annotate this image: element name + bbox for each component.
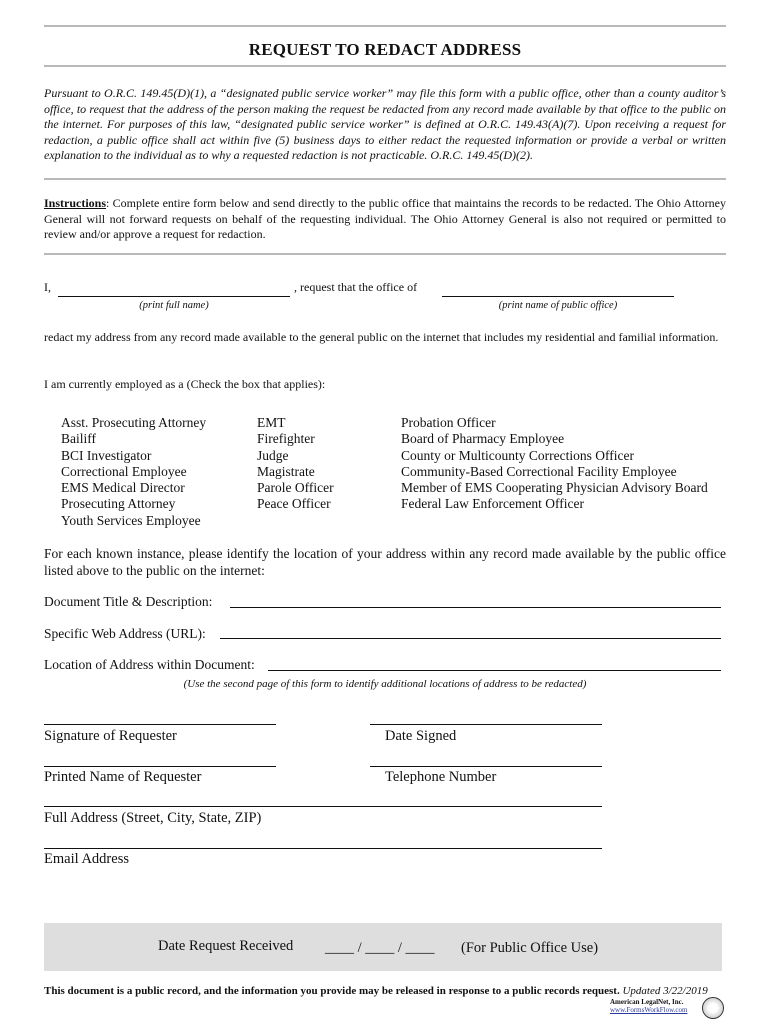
occupation-option[interactable]: Firefighter bbox=[257, 431, 315, 447]
occupation-option[interactable]: Community-Based Correctional Facility Employee bbox=[401, 463, 677, 479]
date-signed-field[interactable] bbox=[370, 724, 602, 725]
brand-name: American LegalNet, Inc. bbox=[610, 998, 684, 1006]
occupation-option[interactable]: Parole Officer bbox=[257, 480, 334, 496]
occupation-option[interactable]: Federal Law Enforcement Officer bbox=[401, 496, 585, 512]
full-address-label: Full Address (Street, City, State, ZIP) bbox=[44, 810, 262, 826]
request-middle: , request that the office of bbox=[294, 280, 418, 294]
doc-title-label: Document Title & Description: bbox=[44, 594, 213, 609]
intro-rule bbox=[44, 178, 726, 180]
web-address-field[interactable] bbox=[220, 638, 721, 639]
web-address-label: Specific Web Address (URL): bbox=[44, 626, 206, 641]
occupation-option[interactable]: Prosecuting Attorney bbox=[61, 496, 176, 512]
full-address-field[interactable] bbox=[44, 806, 602, 807]
printed-name-label: Printed Name of Requester bbox=[44, 769, 202, 785]
occupation-option[interactable]: Judge bbox=[257, 447, 289, 463]
redact-statement: redact my address from any record made available to the general public on the internet that includes my residential and familial information. bbox=[44, 330, 719, 344]
occupation-option[interactable]: Bailiff bbox=[61, 431, 96, 447]
instructions-paragraph bbox=[44, 196, 726, 243]
occupation-option[interactable]: EMS Medical Director bbox=[61, 480, 185, 496]
location-label: Location of Address within Document: bbox=[44, 657, 255, 672]
top-rule bbox=[44, 25, 726, 27]
full-name-caption: (print full name) bbox=[139, 300, 209, 311]
doc-title-field[interactable] bbox=[230, 607, 721, 608]
intro-paragraph: Pursuant to O.R.C. 149.45(D)(1), a “designated public service worker” may file this form with a public office, other than a county auditor’s office, to request that the address of the person making the request be redacted from any record made available by that office to the public on the internet. For purposes of this law, “designated public service worker” is defined at O.R.C. 149.43(A)(7). Upon receiving a request for redaction, a public office shall act within five (5) business days to either redact the requested information or provide a verbal or written explanation to the individual as to why a requested redaction is not practicable. O.R.C. 149.45(D)(2). bbox=[44, 86, 726, 163]
signature-field[interactable] bbox=[44, 724, 276, 725]
instructions-text: : Complete entire form below and send directly to the public office that maintains the records to be redacted. The Ohio Attorney General will not forward requests on behalf of the requesting individual. The Ohio Attorney General is also not required or permitted to review and/or approve a request for redaction. bbox=[44, 196, 726, 242]
email-field[interactable] bbox=[44, 848, 602, 849]
public-office-caption: (print name of public office) bbox=[498, 300, 618, 311]
employment-prompt: I am currently employed as a (Check the box that applies): bbox=[44, 377, 326, 391]
request-prefix: I, bbox=[44, 280, 51, 294]
occupation-option[interactable]: EMT bbox=[257, 415, 286, 430]
updated-date: Updated 3/22/2019 bbox=[622, 985, 708, 997]
notice-text: This document is a public record, and the information you provide may be released in response to a public records request. bbox=[44, 985, 620, 997]
location-note: (Use the second page of this form to identify additional locations of address to be redacted) bbox=[183, 678, 587, 690]
date-received-field[interactable]: ____ / ____ / ____ bbox=[325, 940, 435, 956]
form-title: REQUEST TO REDACT ADDRESS bbox=[248, 40, 522, 59]
brand-link[interactable]: www.FormsWorkFlow.com bbox=[610, 1006, 688, 1014]
signature-label: Signature of Requester bbox=[44, 728, 177, 744]
instructions-label: Instructions bbox=[44, 196, 107, 210]
occupation-option[interactable]: Magistrate bbox=[257, 463, 315, 479]
location-field[interactable] bbox=[268, 670, 721, 671]
brand-logo-icon bbox=[702, 997, 724, 1019]
occupation-option[interactable]: County or Multicounty Corrections Officer bbox=[401, 447, 634, 463]
instructions-rule bbox=[44, 253, 726, 255]
email-label: Email Address bbox=[44, 851, 129, 867]
occupation-column-2 bbox=[257, 415, 334, 513]
office-use-note: (For Public Office Use) bbox=[461, 940, 599, 956]
printed-name-field[interactable] bbox=[44, 766, 276, 767]
occupation-option[interactable]: BCI Investigator bbox=[61, 447, 152, 463]
title-rule bbox=[44, 65, 726, 67]
telephone-label: Telephone Number bbox=[385, 769, 497, 785]
occupation-option[interactable]: Youth Services Employee bbox=[61, 512, 201, 528]
occupation-option[interactable]: Board of Pharmacy Employee bbox=[401, 431, 565, 447]
occupation-column-1 bbox=[61, 415, 206, 529]
occupation-option[interactable]: Member of EMS Cooperating Physician Advisory Board bbox=[401, 480, 708, 496]
telephone-field[interactable] bbox=[370, 766, 602, 767]
public-record-notice bbox=[44, 985, 708, 997]
date-signed-label: Date Signed bbox=[385, 728, 457, 744]
occupation-option[interactable]: Probation Officer bbox=[401, 415, 496, 430]
brand-block bbox=[610, 998, 687, 1014]
occupation-option[interactable]: Asst. Prosecuting Attorney bbox=[61, 415, 207, 430]
instance-statement: For each known instance, please identify the location of your address within any record made available by the public office listed above to the public on the internet: bbox=[44, 546, 726, 578]
occupation-option[interactable]: Correctional Employee bbox=[61, 463, 187, 479]
date-received-label: Date Request Received bbox=[158, 938, 294, 954]
public-office-field[interactable] bbox=[442, 296, 674, 297]
full-name-field[interactable] bbox=[58, 296, 290, 297]
occupation-option[interactable]: Peace Officer bbox=[257, 496, 331, 512]
occupation-column-3 bbox=[401, 415, 708, 513]
